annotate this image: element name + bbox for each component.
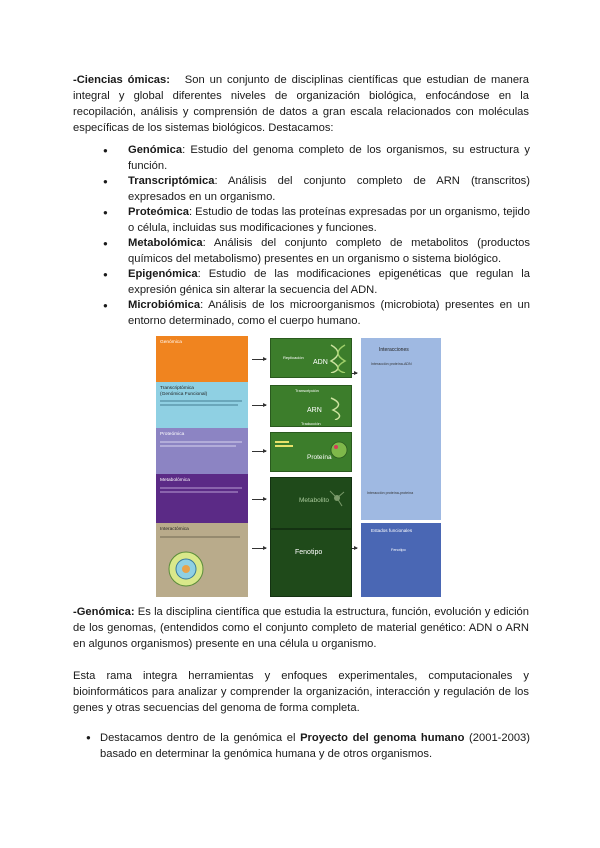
omic-desc: : Estudio de las modificaciones epigenéticas que regulan la expresión génica sin alterar la secuencia del ADN.	[128, 268, 530, 296]
transcripcion-label: Transcripción	[295, 388, 319, 393]
arrow	[352, 548, 357, 549]
estados-funcionales-box	[361, 523, 441, 597]
fenotipo-right-label: Fenotipo	[391, 548, 406, 552]
genomica-label: Genómica	[160, 340, 182, 345]
intro-paragraph	[73, 72, 529, 136]
omic-term: Metabolómica	[128, 237, 203, 249]
replicacion-label: Replicación	[283, 355, 304, 360]
list-item	[100, 730, 530, 762]
genomica-paragraph	[73, 604, 529, 652]
list-item	[118, 267, 530, 298]
int-proteina-adn-label: Interacción proteína-ADN	[371, 362, 412, 366]
list-item	[118, 174, 530, 205]
intro-heading: -Ciencias ómicas:	[73, 74, 170, 86]
interacciones-box	[361, 338, 441, 520]
adn-box	[270, 338, 352, 378]
omics-list	[118, 143, 530, 329]
fenotipo-center-label: Fenotipo	[295, 549, 323, 556]
metabolito-box	[270, 477, 352, 529]
arn-label: ARN	[307, 407, 322, 414]
interactomica-label: Interactómica	[160, 527, 189, 532]
int-proteina-proteina-label: Interacción proteína-proteína	[367, 491, 414, 495]
dna-icon	[327, 343, 349, 373]
metabolomica-label: Metabolómica	[160, 478, 190, 483]
metabolito-label: Metabolito	[299, 497, 329, 504]
arn-box	[270, 385, 352, 427]
list-item	[118, 143, 530, 174]
list-item	[118, 236, 530, 267]
traduccion-label: Traducción	[301, 421, 321, 426]
omic-desc: : Estudio del genoma completo de los organismos, su estructura y función.	[128, 144, 530, 172]
molecule-icon	[327, 488, 347, 508]
arrow	[252, 359, 266, 360]
arrow	[252, 405, 266, 406]
omic-desc: : Análisis del conjunto completo de metabolitos (productos químicos del metabolismo) presentes en un organismo o sistema biológico.	[128, 237, 530, 265]
omic-term: Transcriptómica	[128, 175, 215, 187]
omic-term: Genómica	[128, 144, 183, 156]
omic-term: Epigenómica	[128, 268, 198, 280]
arrow	[252, 451, 266, 452]
genomica-text: Es la disciplina científica que estudia la estructura, función, evolución y edición de los genomas, (entendidos como el conjunto completo de material genético: ADN o ARN en algunos organismos) presente en una célula u organismo.	[73, 606, 530, 650]
network-icon	[166, 549, 206, 589]
proteomica-box	[156, 428, 248, 474]
omic-desc: : Análisis de los microorganismos (microbiota) presentes en un entorno determinado, como el cuerpo humano.	[128, 299, 530, 327]
list-item	[118, 298, 530, 329]
transcriptomica-box	[156, 382, 248, 428]
proteina-label: Proteína	[307, 454, 332, 461]
rna-icon	[329, 396, 347, 420]
genomica-heading: -Genómica:	[73, 606, 135, 618]
genomica-box	[156, 336, 248, 382]
bullet-bold: Proyecto del genoma humano	[300, 732, 465, 744]
bullet-prefix: Destacamos dentro de la genómica el	[100, 732, 301, 744]
adn-label: ADN	[313, 359, 328, 366]
arrow	[352, 373, 357, 374]
transcriptomica-label: Transcriptómica (Genómica Funcional)	[160, 386, 208, 397]
metabolomica-box	[156, 474, 248, 523]
proteina-box	[270, 432, 352, 472]
estados-funcionales-label: Estados funcionales	[371, 528, 413, 533]
rama-paragraph: Esta rama integra herramientas y enfoques experimentales, computacionales y bioinformáticos para analizar y comprender la organización, interacción y regulación de los genes y otras secuencias del genoma de forma completa.	[73, 670, 529, 714]
omic-desc: : Estudio de todas las proteínas expresadas por un organismo, tejido o célula, incluidas sus modificaciones y funciones.	[128, 206, 530, 234]
intro-text: Son un conjunto de disciplinas científicas que estudian de manera integral y global diferentes niveles de organización biológica, enfocándose en la recopilación, análisis y comprensión de datos a gran escala relacionados con moléculas específicas de los sistemas biológicos. Destacamos:	[73, 74, 529, 134]
interacciones-label: Interacciones	[379, 347, 409, 353]
interactomica-box	[156, 523, 248, 597]
proteomica-label: Proteómica	[160, 432, 185, 437]
omic-term: Proteómica	[128, 206, 189, 218]
list-item	[118, 205, 530, 236]
protein-icon	[329, 439, 349, 461]
omic-desc: : Análisis del conjunto completo de ARN (transcritos) expresados en un organismo.	[128, 175, 530, 203]
omic-term: Microbiómica	[128, 299, 201, 311]
arrow	[252, 499, 266, 500]
bullet-suffix: (2001-2003) basado en determinar la genómica humana y de otros organismos.	[100, 732, 531, 760]
omics-figure	[156, 333, 443, 597]
arrow	[252, 548, 266, 549]
fenotipo-box	[270, 529, 352, 597]
